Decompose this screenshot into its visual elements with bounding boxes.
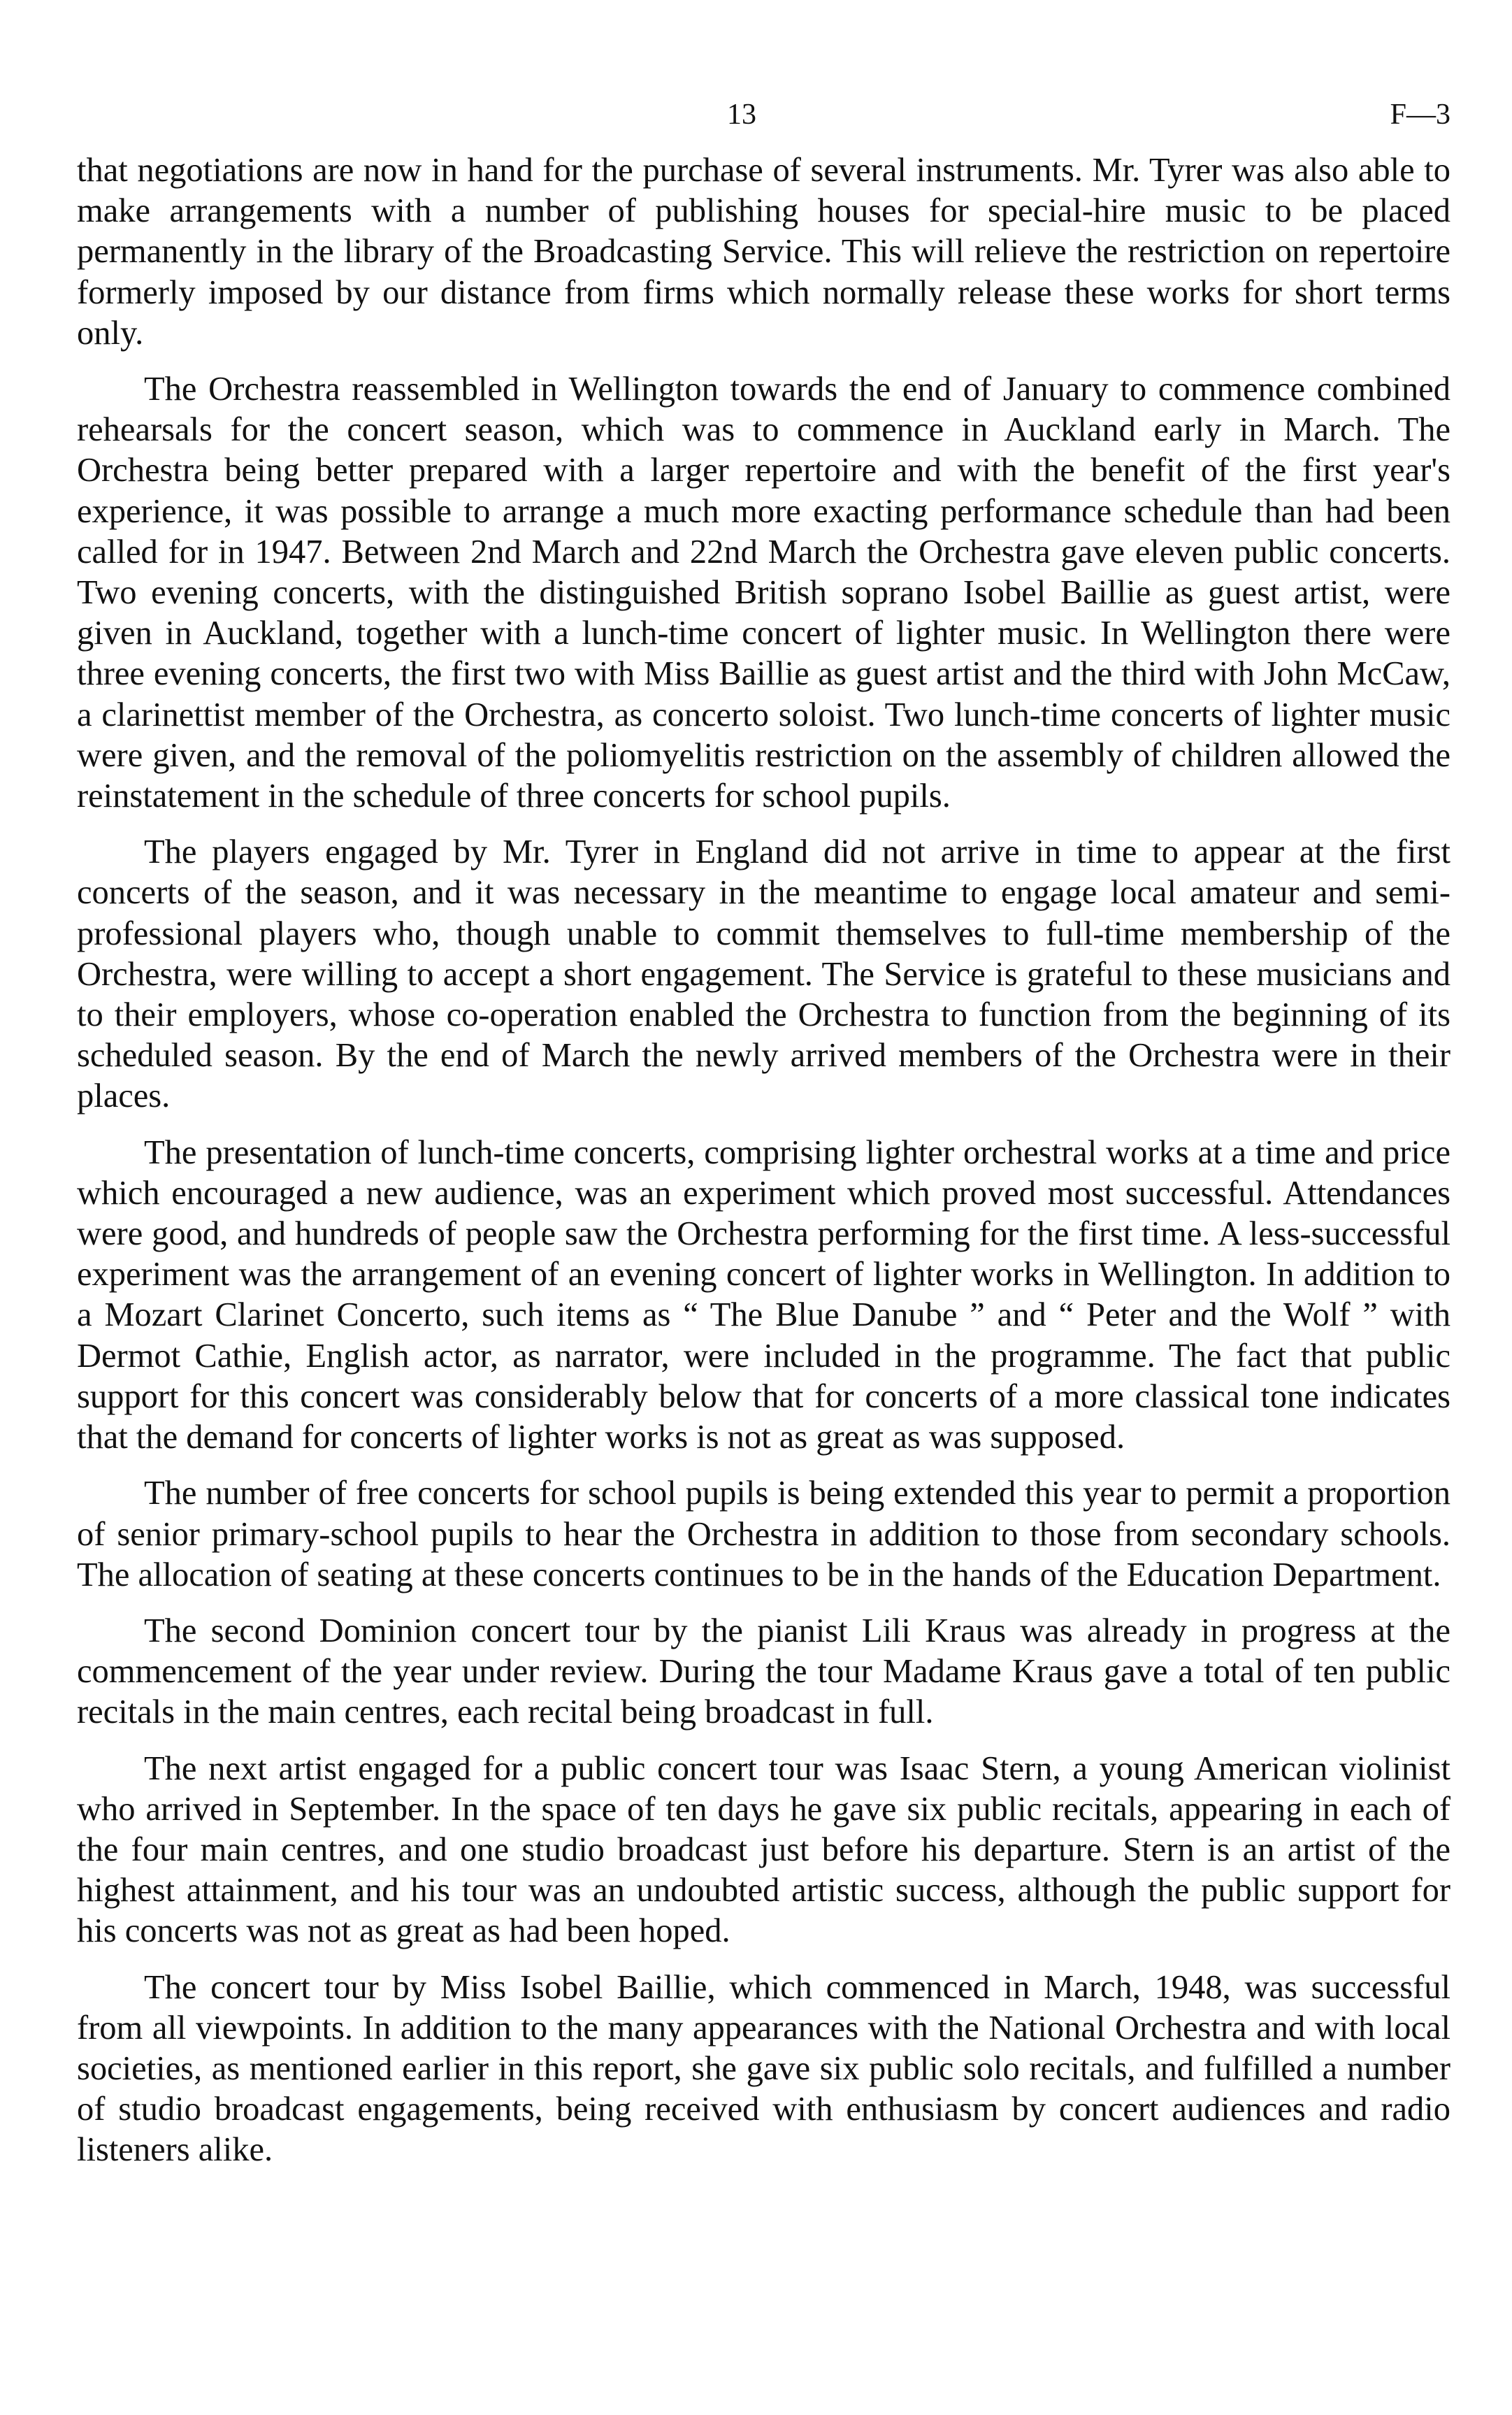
paragraph: The presentation of lunch-time concerts, comprising lighter orchestral works at a time and price which encouraged a new audience, was an experiment which proved most successful. Attendances were good, and hundreds of people saw the Orchestra performing for the first time. A less-successful experiment was the arrangement of an evening concert of lighter works in Wellington. In addition to a Mozart Clarinet Concerto, such items as “ The Blue Danube ” and “ Peter and the Wolf ” with Dermot Cathie, English actor, as narrator, were included in the programme. The fact that public support for this concert was considerably below that for concerts of a more classical tone indicates that the demand for concerts of lighter works is not as great as was supposed. bbox=[77, 1133, 1450, 1456]
paragraph: The Orchestra reassembled in Wellington towards the end of January to commence combined rehearsals for the concert season, which was to commence in Auckland early in March. The Orchestra being better prepared with a larger repertoire and with the benefit of the first year's experience, it was possible to arrange a much more exacting performance schedule than had been called for in 1947. Between 2nd March and 22nd March the Orchestra gave eleven public concerts. Two evening concerts, with the distinguished British soprano Isobel Baillie as guest artist, were given in Auckland, together with a lunch-time concert of lighter music. In Wellington there were three evening concerts, the first two with Miss Baillie as guest artist and the third with John McCaw, a clarinettist member of the Orchestra, as concerto soloist. Two lunch-time concerts of lighter music were given, and the removal of the poliomyelitis restriction on the assembly of children allowed the reinstatement in the schedule of three concerts for school pupils. bbox=[77, 371, 1450, 815]
paragraph: The next artist engaged for a public concert tour was Isaac Stern, a young American violinist who arrived in September. In the space of ten days he gave six public recitals, appearing in each of the four main centres, and one studio broadcast just before his departure. Stern is an artist of the highest attainment, and his tour was an undoubted artistic success, although the public support for his concerts was not as great as had been hoped. bbox=[77, 1749, 1450, 1950]
paragraph: The second Dominion concert tour by the pianist Lili Kraus was already in progress at the commencement of the year under review. During the tour Madame Kraus gave a total of ten public recitals in the main centres, each recital being broadcast in full. bbox=[77, 1612, 1450, 1731]
paragraph: The players engaged by Mr. Tyrer in England did not arrive in time to appear at the first concerts of the season, and it was necessary in the meantime to engage local amateur and semi-professional players who, though unable to commit themselves to full-time membership of the Orchestra, were willing to accept a short engagement. The Service is grateful to these musicians and to their employers, whose co-operation enabled the Orchestra to function from the beginning of its scheduled season. By the end of March the newly arrived members of the Orchestra were in their places. bbox=[77, 833, 1450, 1115]
document-page bbox=[77, 98, 1450, 2186]
document-code: F—3 bbox=[1390, 99, 1450, 131]
page-number: 13 bbox=[727, 99, 756, 131]
paragraph: The concert tour by Miss Isobel Baillie, which commenced in March, 1948, was successful from all viewpoints. In addition to the many appearances with the National Orchestra and with local societies, as mentioned earlier in this report, she gave six public solo recitals, and fulfilled a number of studio broadcast engagements, being received with enthusiasm by concert audiences and radio listeners alike. bbox=[77, 1968, 1450, 2169]
paragraph-continued: that negotiations are now in hand for the purchase of several instruments. Mr. Tyrer was also able to make arrangements with a number of publishing houses for special-hire music to be placed permanently in the library of the Broadcasting Service. This will relieve the restriction on repertoire formerly imposed by our distance from firms which normally release these works for short terms only. bbox=[77, 152, 1450, 352]
paragraph: The number of free concerts for school pupils is being extended this year to permit a proportion of senior primary-school pupils to hear the Orchestra in addition to those from secondary schools. The allocation of seating at these concerts continues to be in the hands of the Education Department. bbox=[77, 1475, 1450, 1593]
body-text bbox=[77, 150, 1450, 2171]
page-header bbox=[77, 98, 1450, 147]
